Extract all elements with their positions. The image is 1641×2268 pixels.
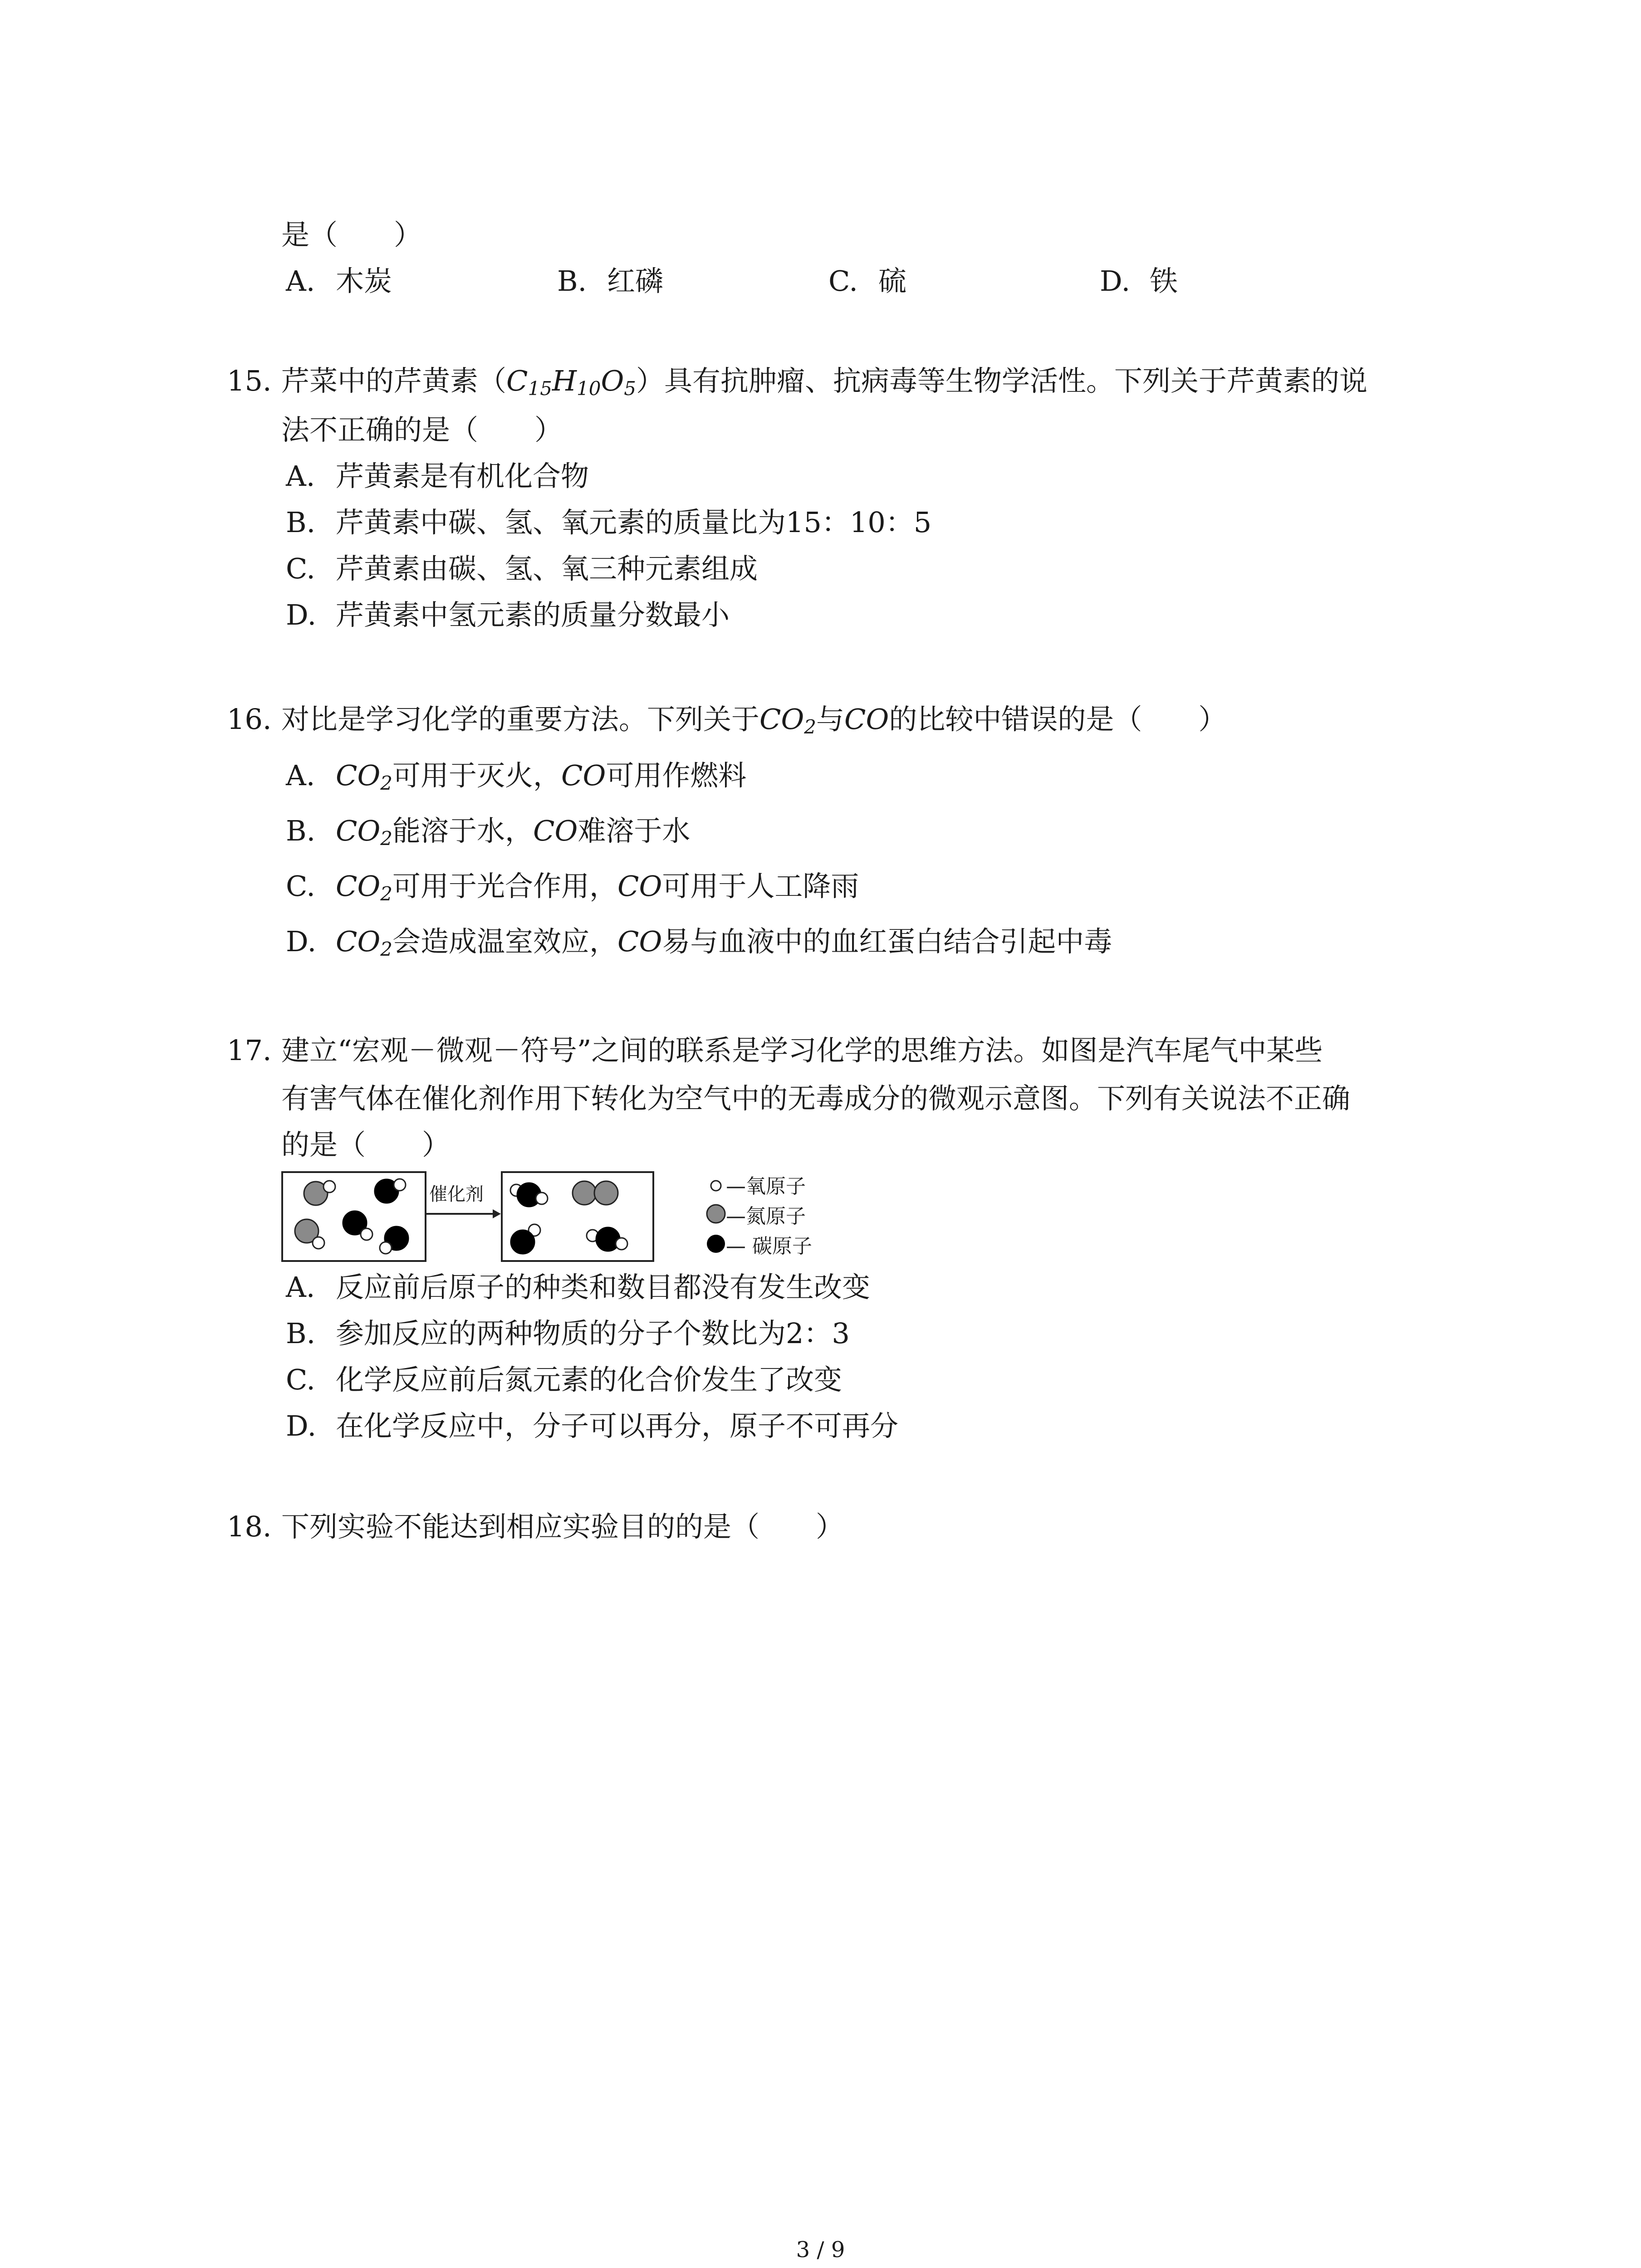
- q14-stem-end: 是（ ）: [281, 218, 422, 251]
- reactants-box: [281, 1171, 426, 1262]
- oxygen-atom: [616, 1238, 627, 1250]
- oxygen-atom: [323, 1181, 335, 1193]
- carbon-atom-legend-icon: [705, 1233, 729, 1256]
- q15-stem-line2: 法不正确的是（ ）: [281, 413, 563, 446]
- q16-stem: 对比是学习化学的重要方法。下列关于$CO_2$与CO的比较中错误的是（ ）: [281, 703, 1227, 738]
- q15-option-b: B. 芹黄素中碳、氢、氧元素的质量比为15：10：5: [286, 506, 932, 539]
- q15-formula: $C_{15}H_{10}O_5$: [506, 364, 637, 400]
- q15-number: 15.: [227, 364, 272, 397]
- carbon-atom: [511, 1230, 534, 1254]
- oxygen-atom: [380, 1242, 392, 1254]
- q18-stem: 下列实验不能达到相应实验目的的是（ ）: [281, 1510, 844, 1543]
- q17-stem-line1: 建立“宏观－微观－符号”之间的联系是学习化学的思维方法。如图是汽车尾气中某些: [281, 1034, 1323, 1067]
- q15-option-d: D. 芹黄素中氢元素的质量分数最小: [286, 598, 730, 631]
- q14-option-a: A. 木炭: [286, 264, 392, 298]
- page-number: 3 / 9: [796, 2237, 845, 2263]
- q14-option-d: D. 铁: [1100, 264, 1178, 298]
- q17-option-c: C. 化学反应前后氮元素的化合价发生了改变: [286, 1363, 843, 1396]
- q16-option-d: D. $CO_2$会造成温室效应，CO易与血液中的血红蛋白结合引起中毒: [286, 925, 1112, 960]
- products-box: [501, 1171, 654, 1262]
- oxygen-atom-legend-icon: [708, 1178, 726, 1196]
- nitrogen-atom: [594, 1181, 618, 1205]
- q15-option-c: C. 芹黄素由碳、氢、氧三种元素组成: [286, 552, 758, 585]
- q14-options: [286, 263, 1284, 299]
- q17-option-d: D. 在化学反应中，分子可以再分，原子不可再分: [286, 1409, 899, 1442]
- q16-option-c: C. $CO_2$可用于光合作用，CO可用于人工降雨: [286, 870, 859, 905]
- q17-number: 17.: [227, 1034, 272, 1067]
- catalyst-label: 催化剂: [429, 1184, 484, 1205]
- legend-oxygen: —氧原子: [726, 1175, 806, 1198]
- nitrogen-atom-legend-icon: [705, 1203, 729, 1227]
- q16-option-b: B. $CO_2$能溶于水，CO难溶于水: [286, 814, 691, 850]
- q14-option-c: C. 硫: [828, 264, 907, 298]
- q17-option-b: B. 参加反应的两种物质的分子个数比为2：3: [286, 1317, 850, 1350]
- oxygen-atom: [394, 1179, 406, 1191]
- legend-carbon: — 碳原子: [726, 1235, 812, 1258]
- oxygen-atom: [536, 1193, 548, 1204]
- q18-number: 18.: [227, 1510, 272, 1543]
- q15-stem-line1: 芹菜中的芹黄素$(C_{15}H_{10}O_5)$具有抗肿瘤、抗病毒等生物学活性。下列关于芹黄素的说: [281, 364, 1368, 400]
- products-molecules: [503, 1173, 652, 1260]
- q14-option-b: B. 红磷: [557, 264, 664, 298]
- q16-number: 16.: [227, 703, 272, 736]
- reactants-molecules: [283, 1173, 425, 1260]
- legend: [708, 1174, 853, 1265]
- oxygen-atom: [361, 1228, 372, 1240]
- q15-option-a: A. 芹黄素是有机化合物: [286, 459, 589, 493]
- legend-nitrogen: —氮原子: [726, 1205, 806, 1228]
- q17-stem-line3: 的是（ ）: [281, 1128, 451, 1161]
- q17-option-a: A. 反应前后原子的种类和数目都没有发生改变: [286, 1271, 871, 1304]
- q16-option-a: A. $CO_2$可用于灭火，CO可用作燃料: [286, 759, 747, 794]
- q17-stem-line2: 有害气体在催化剂作用下转化为空气中的无毒成分的微观示意图。下列有关说法不正确: [281, 1082, 1351, 1115]
- nitrogen-atom: [573, 1181, 596, 1205]
- oxygen-atom: [313, 1237, 324, 1249]
- reaction-arrow: [425, 1208, 501, 1219]
